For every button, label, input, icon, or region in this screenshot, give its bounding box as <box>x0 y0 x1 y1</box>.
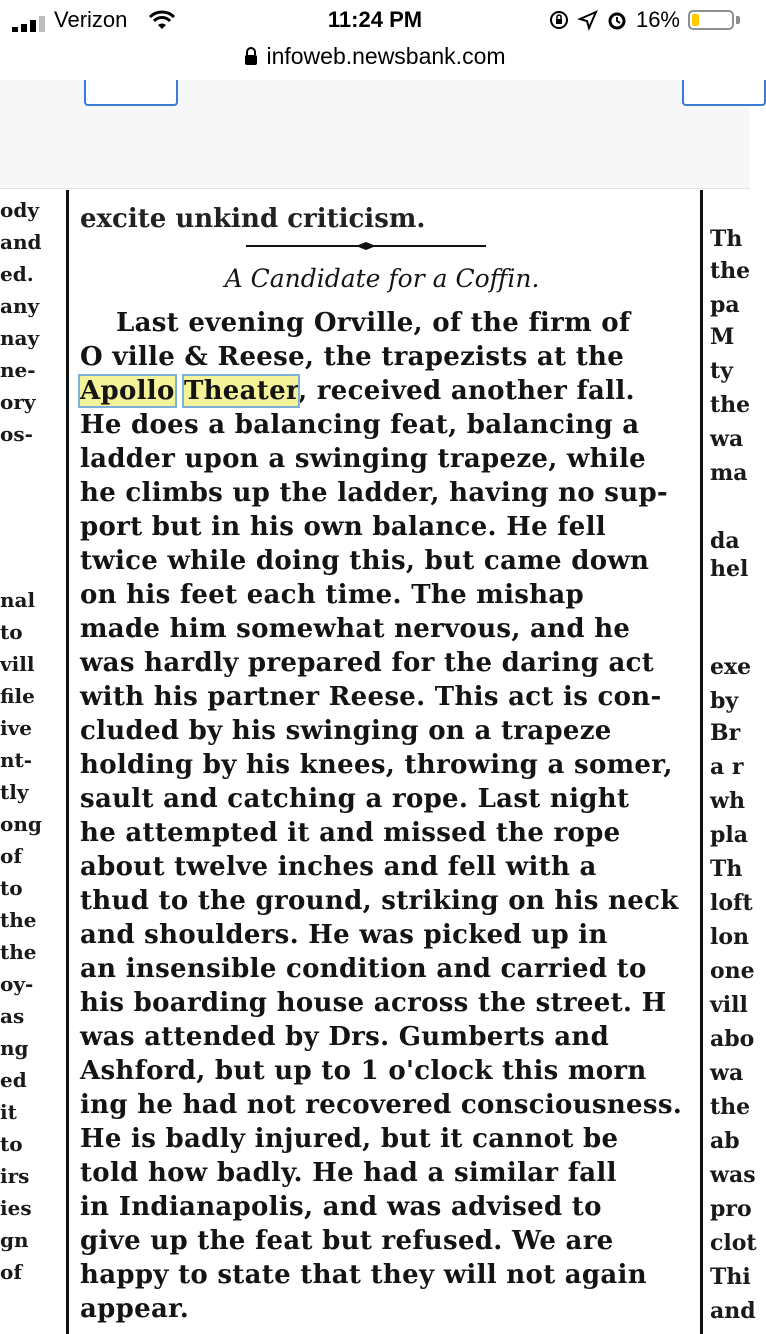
article-line: and shoulders. He was picked up in <box>80 920 608 950</box>
article-line: on his feet each time. The mishap <box>80 580 585 610</box>
right-fragment: loft <box>710 890 753 916</box>
article-line <box>80 376 635 406</box>
article-line: cluded by his swinging on a trapeze <box>80 716 612 746</box>
right-fragment: Thi <box>710 1264 751 1290</box>
article-line: Last evening Orville, of the firm of <box>116 308 631 338</box>
article-fragment-top: excite unkind criticism. <box>80 204 426 234</box>
right-fragment: the <box>710 392 751 418</box>
left-fragment: file <box>0 684 35 708</box>
clock: 11:24 PM <box>327 7 423 32</box>
left-fragment: ng <box>0 1036 29 1060</box>
article-line: an insensible condition and carried to <box>80 954 647 984</box>
right-fragment: exe <box>710 654 752 680</box>
column-rule-left <box>66 190 69 1334</box>
right-fragment: pla <box>710 822 748 848</box>
right-fragment: the <box>710 1094 751 1120</box>
status-bar <box>0 0 750 40</box>
left-fragment: ne- <box>0 358 36 382</box>
article-line: ladder upon a swinging trapeze, while <box>80 444 647 474</box>
right-fragment: was <box>710 1162 756 1188</box>
right-fragment: Th <box>710 856 743 882</box>
right-fragment: wh <box>710 788 745 814</box>
right-fragment: clot <box>710 1230 757 1256</box>
highlighted-term[interactable]: Apollo <box>80 376 175 406</box>
article-line: sault and catching a rope. Last night <box>80 784 630 814</box>
article-line: he climbs up the ladder, having no sup- <box>80 478 669 508</box>
article-line: in Indianapolis, and was advised to <box>80 1192 602 1222</box>
right-fragment: by <box>710 688 739 714</box>
lock-icon <box>244 47 258 65</box>
article-line: ing he had not recovered consciousness. <box>80 1090 683 1120</box>
left-fragment: as <box>0 1004 25 1028</box>
article-line: appear. <box>80 1294 190 1324</box>
left-fragment: it <box>0 1100 17 1124</box>
alarm-icon <box>606 9 628 31</box>
left-fragment: ody <box>0 198 39 222</box>
left-fragment: ed <box>0 1068 27 1092</box>
article-line: He is badly injured, but it cannot be <box>80 1124 619 1154</box>
right-fragment: one <box>710 958 755 984</box>
article-line: about twelve inches and fell with a <box>80 852 597 882</box>
left-fragment: gn <box>0 1228 29 1252</box>
right-fragment: abo <box>710 1026 755 1052</box>
left-fragment: oy- <box>0 972 34 996</box>
article-line: made him somewhat nervous, and he <box>80 614 631 644</box>
left-fragment: to <box>0 876 23 900</box>
viewer-toolbar <box>0 80 750 189</box>
right-fragment: ab <box>710 1128 740 1154</box>
article-line: twice while doing this, but came down <box>80 546 650 576</box>
right-fragment: M <box>710 324 735 350</box>
right-fragment: Br <box>710 720 741 746</box>
left-fragment: irs <box>0 1164 30 1188</box>
right-fragment: da <box>710 528 740 554</box>
article-line: He does a balancing feat, balancing a <box>80 410 640 440</box>
right-fragment: wa <box>710 426 744 452</box>
article-line: O ville & Reese, the trapezists at the <box>80 342 625 372</box>
left-fragment: any <box>0 294 40 318</box>
right-fragment: vill <box>710 992 748 1018</box>
carrier-name: Verizon <box>54 7 128 32</box>
article-line: port but in his own balance. He fell <box>80 512 606 542</box>
left-fragment: nal <box>0 588 36 612</box>
right-fragment: pa <box>710 292 740 318</box>
left-fragment: os- <box>0 422 33 446</box>
article-line: his boarding house across the street. H <box>80 988 667 1018</box>
left-fragment: of <box>0 1260 22 1284</box>
article-headline: A Candidate for a Coffin. <box>224 264 540 293</box>
article-line: was attended by Drs. Gumberts and <box>80 1022 610 1052</box>
battery-tip <box>736 16 740 24</box>
left-fragment: ed. <box>0 262 34 286</box>
left-fragment: the <box>0 940 37 964</box>
location-icon <box>578 10 598 30</box>
article-line: told how badly. He had a similar fall <box>80 1158 617 1188</box>
left-fragment: to <box>0 1132 23 1156</box>
left-fragment: tly <box>0 780 29 804</box>
article-line: Ashford, but up to 1 o'clock this morn <box>80 1056 647 1086</box>
toolbar-button-left[interactable] <box>84 80 178 106</box>
left-fragment: ive <box>0 716 32 740</box>
toolbar-button-right[interactable] <box>682 80 766 106</box>
left-fragment: of <box>0 844 22 868</box>
url-bar[interactable] <box>0 36 750 76</box>
orientation-lock-icon <box>548 9 570 31</box>
column-rule-right <box>700 190 703 1334</box>
right-fragment: wa <box>710 1060 744 1086</box>
url-domain: infoweb.newsbank.com <box>266 42 506 69</box>
left-fragment: the <box>0 908 37 932</box>
right-fragment: Th <box>710 226 743 252</box>
article-line: was hardly prepared for the daring act <box>80 648 655 678</box>
left-fragment: vill <box>0 652 35 676</box>
right-fragment: ty <box>710 358 733 384</box>
highlighted-term[interactable]: Theater <box>183 376 299 406</box>
right-fragment: lon <box>710 924 750 950</box>
article-line: happy to state that they will not again <box>80 1260 647 1290</box>
left-fragment: to <box>0 620 23 644</box>
article-line-rest: , received another fall. <box>298 376 635 406</box>
left-fragment: ory <box>0 390 36 414</box>
left-fragment: and <box>0 230 42 254</box>
battery-icon <box>688 10 734 30</box>
article-line: thud to the ground, striking on his neck <box>80 886 679 916</box>
article-line: with his partner Reese. This act is con- <box>80 682 662 712</box>
article-line: he attempted it and missed the rope <box>80 818 621 848</box>
left-fragment: nt- <box>0 748 33 772</box>
left-fragment: nay <box>0 326 40 350</box>
right-fragment: the <box>710 258 751 284</box>
left-fragment: ong <box>0 812 42 836</box>
right-fragment: ma <box>710 460 748 486</box>
right-fragment: and <box>710 1298 756 1324</box>
decorative-dash-rule <box>246 242 486 250</box>
article-line: give up the feat but refused. We are <box>80 1226 614 1256</box>
right-fragment: a r <box>710 754 744 780</box>
newspaper-page <box>0 190 757 1334</box>
right-fragment: hel <box>710 556 749 582</box>
battery-percent: 16% <box>635 7 680 32</box>
left-fragment: ies <box>0 1196 32 1220</box>
article-line: holding by his knees, throwing a somer, <box>80 750 673 780</box>
right-fragment: pro <box>710 1196 752 1222</box>
